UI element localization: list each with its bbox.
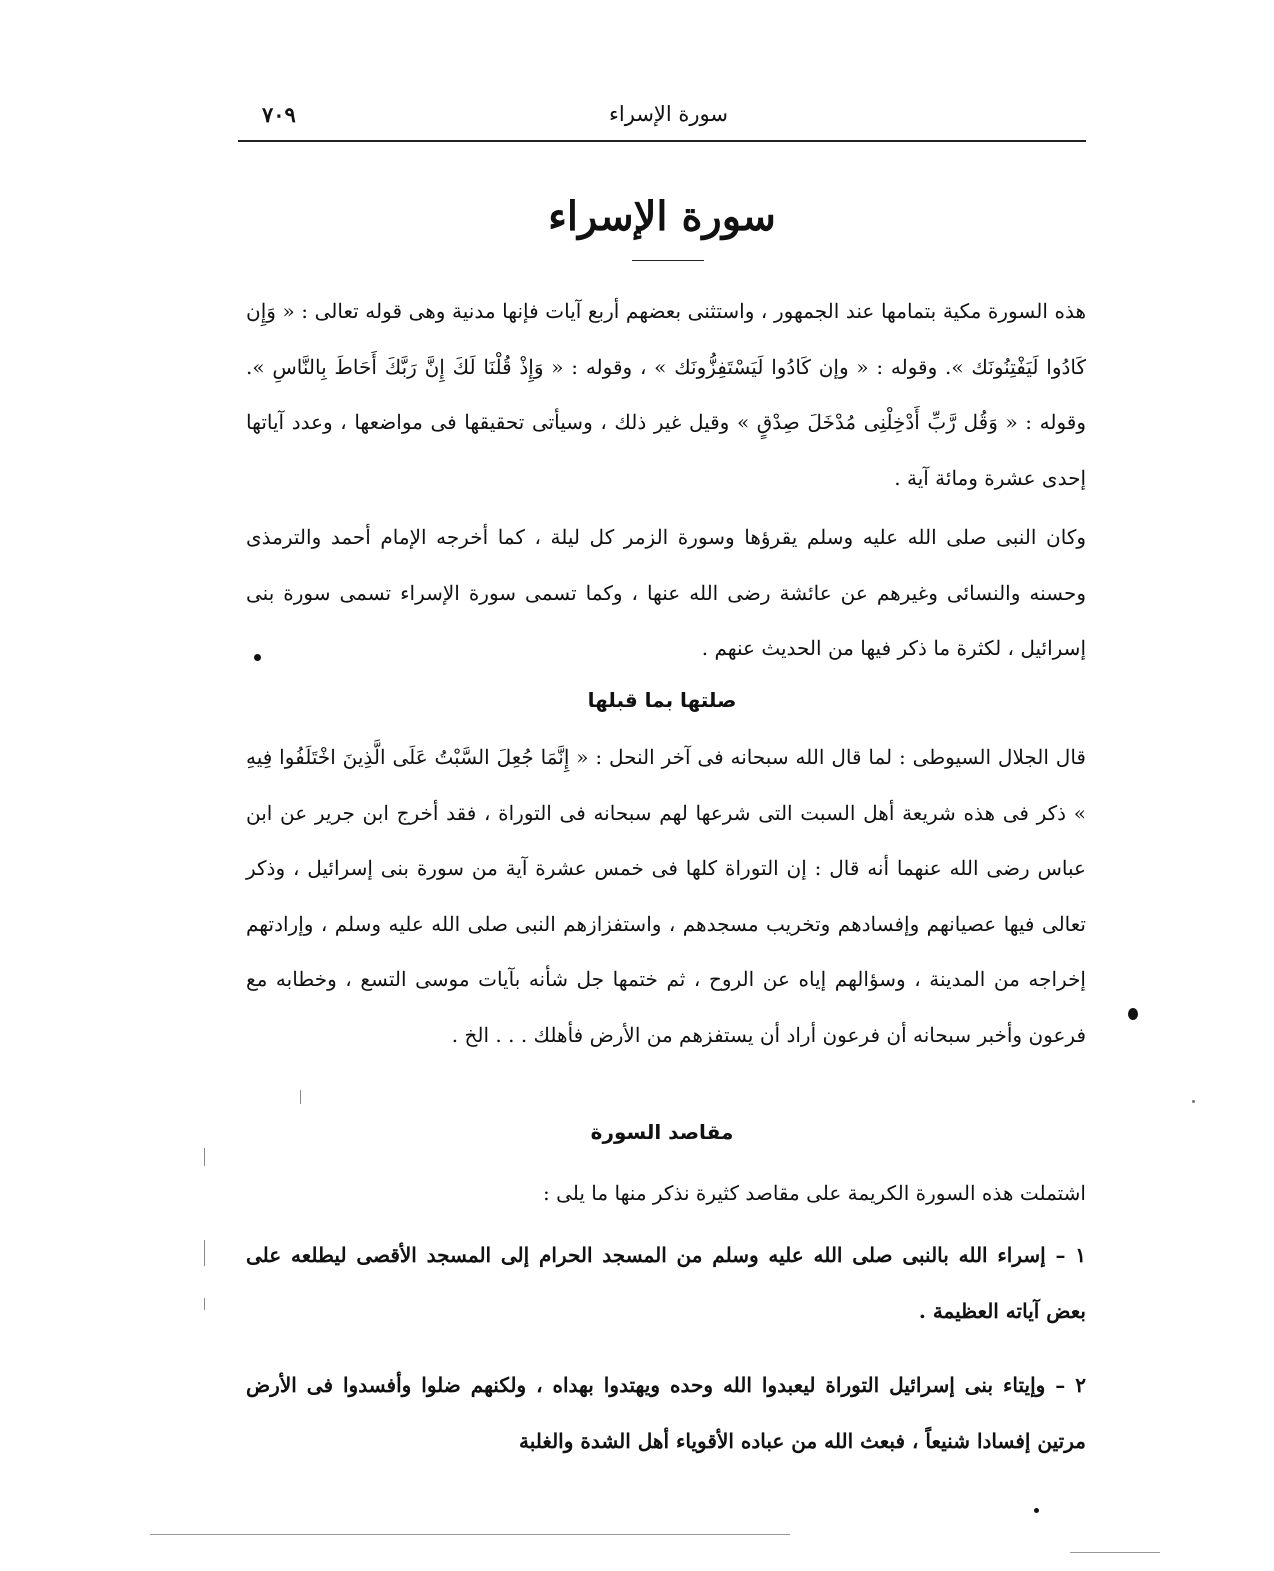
list-item-aim-1: ١ – إسراء الله بالنبى صلى الله عليه وسلم من المسجد الحرام إلى المسجد الأقصى ليطلعه على بعض آياته العظيمة . — [246, 1243, 1086, 1323]
paragraph-intro: هذه السورة مكية بتمامها عند الجمهور ، واستثنى بعضهم أربع آيات فإنها مدنية وهى قوله تعالى : « وَإِن كَادُوا لَيَفْتِنُونَك ». وقوله : « وإن كَادُوا لَيَسْتَفِزُّونَك » ، وقوله : « وَإِذْ قُلْنَا لَكَ إِنَّ رَبَّكَ أَحَاطَ بِالنَّاسِ ». وقوله : « وَقُل رَّبِّ أَدْخِلْنِى مُدْخَلَ صِدْقٍ » وقيل غير ذلك ، وسيأتى تحقيقها فى مواضعها ، وعدد آياتها إحدى عشرة ومائة آية . — [246, 299, 1086, 490]
list-item-aim-2: ٢ – وإيتاء بنى إسرائيل التوراة ليعبدوا الله وحده ويهتدوا بهداه ، ولكنهم ضلوا وأفسدوا فى الأرض مرتين إفسادا شنيعاً ، فبعث الله من عباده الأقوياء أهل الشدة والغلبة — [246, 1373, 1086, 1453]
heading-connection: صلتها بما قبلها — [587, 688, 737, 712]
scan-speck — [254, 654, 261, 661]
heading-aims: مقاصد السورة — [590, 1120, 734, 1144]
paragraph-aims-intro: اشتملت هذه السورة الكريمة على مقاصد كثيرة نذكر منها ما يلى : — [543, 1181, 1086, 1205]
surah-title: سورة الإسراء — [548, 193, 776, 240]
scan-mark — [300, 1090, 301, 1104]
scan-speck — [1192, 1100, 1195, 1103]
scan-speck — [1034, 1508, 1039, 1513]
header-rule — [238, 140, 1086, 142]
scan-mark — [204, 1298, 205, 1310]
running-header — [238, 96, 1088, 136]
scan-edge-line — [150, 1534, 790, 1535]
paragraph-connection: قال الجلال السيوطى : لما قال الله سبحانه فى آخر النحل : « إِنَّمَا جُعِلَ السَّبْتُ عَلَى الَّذِينَ اخْتَلَفُوا فِيهِ » ذكر فى هذه شريعة أهل السبت التى شرعها لهم سبحانه فى التوراة ، فقد أخرج ابن جرير عن ابن عباس رضى الله عنهما أنه قال : إن التوراة كلها فى خمس عشرة آية من سورة بنى إسرائيل ، وذكر تعالى فيها عصيانهم وإفسادهم وتخريب مسجدهم ، واستفزازهم النبى صلى الله عليه وسلم ، وإرادتهم إخراجه من المدينة ، وسؤالهم إياه عن الروح ، ثم ختمها جل شأنه بآيات موسى التسع ، وخطابه مع فرعون وأخبر سبحانه أن فرعون أراد أن يستفزهم من الأرض فأهلك . . . الخ . — [246, 745, 1086, 1047]
scan-edge-line — [1070, 1552, 1160, 1553]
scan-speck — [1128, 1008, 1138, 1020]
title-rule — [632, 260, 704, 261]
scan-mark — [204, 1240, 205, 1266]
scan-mark — [204, 1148, 205, 1166]
page-number: ٧٠٩ — [262, 102, 296, 127]
paragraph-reading: وكان النبى صلى الله عليه وسلم يقرؤها وسورة الزمر كل ليلة ، كما أخرجه الإمام أحمد والترمذى وحسنه والنسائى وغيرهم عن عائشة رضى الله عنها ، وكما تسمى سورة الإسراء تسمى سورة بنى إسرائيل ، لكثرة ما ذكر فيها من الحديث عنهم . — [246, 525, 1086, 660]
running-title: سورة الإسراء — [609, 102, 728, 126]
